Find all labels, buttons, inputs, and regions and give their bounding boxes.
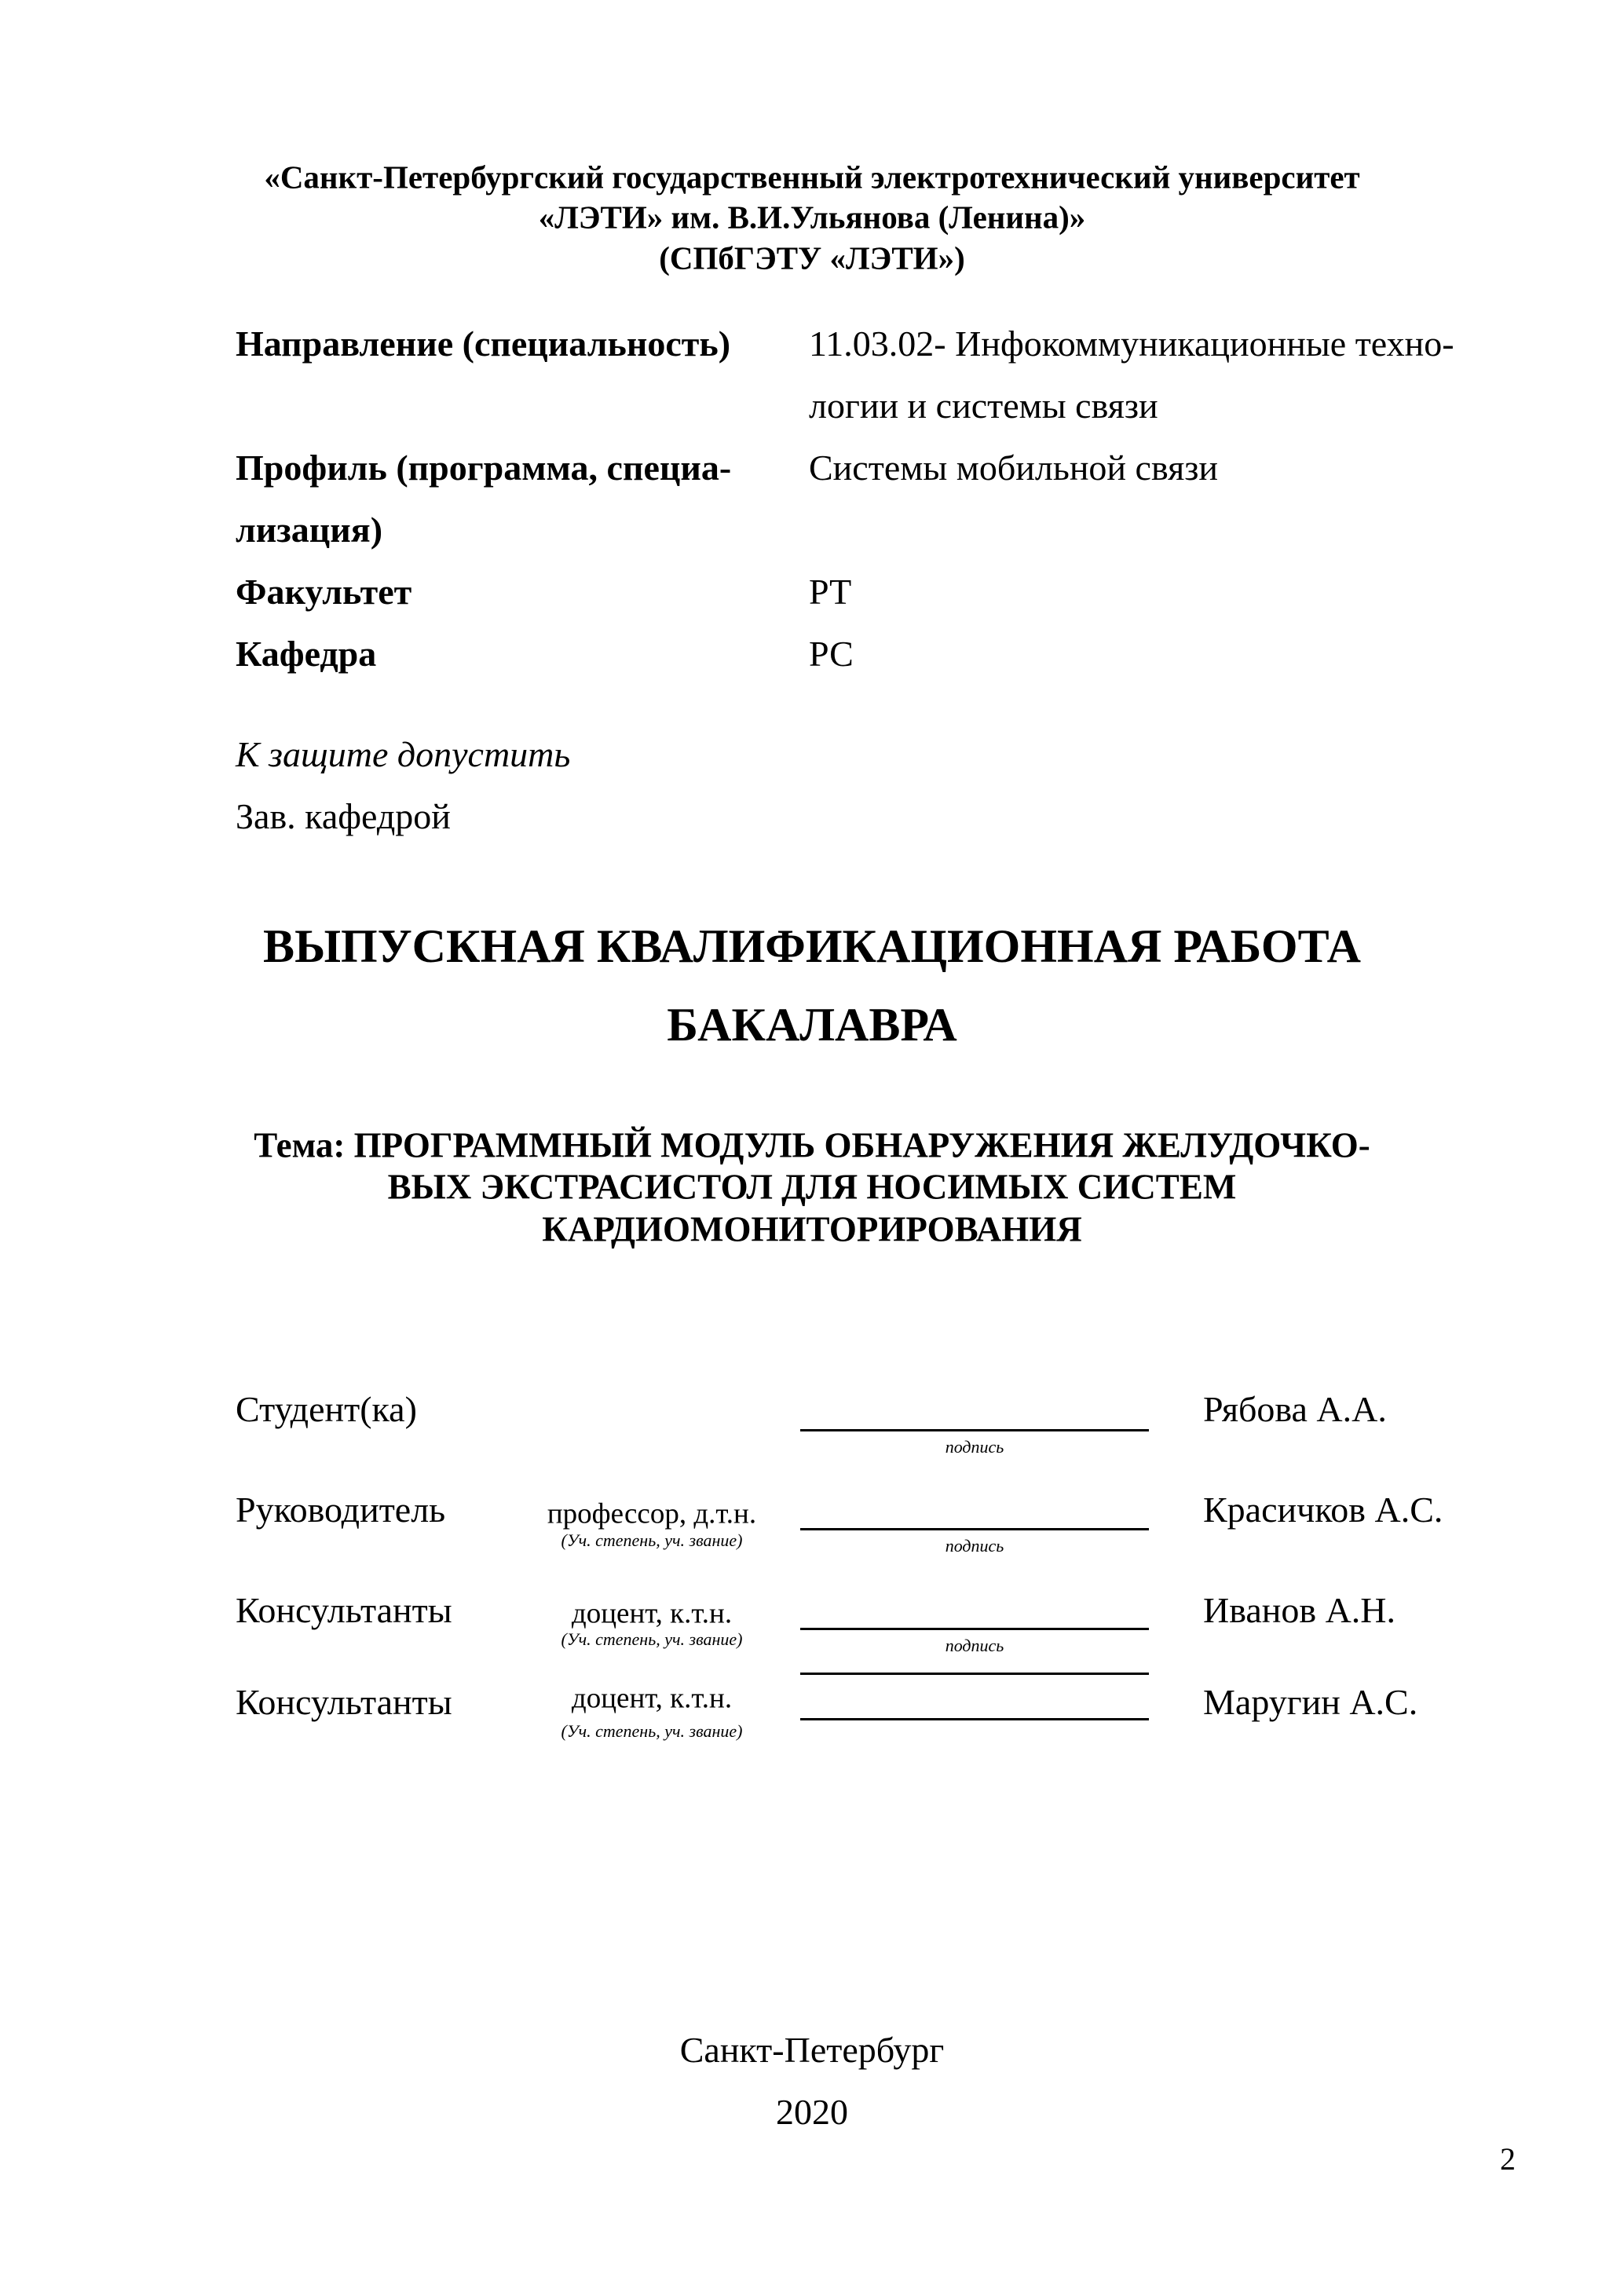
profile-label-line1: Профиль (программа, специа- [236, 448, 732, 488]
topic-line1: Тема: ПРОГРАММНЫЙ МОДУЛЬ ОБНАРУЖЕНИЯ ЖЕЛУДОЧКО- [254, 1125, 1370, 1165]
university-name-line1: «Санкт-Петербургский государственный электротехнический университет [264, 159, 1360, 196]
signature-line [800, 1429, 1149, 1431]
consultant-degree: доцент, к.т.н. [571, 1597, 733, 1630]
topic-line3: КАРДИОМОНИТОРИРОВАНИЯ [542, 1209, 1082, 1249]
degree-hint: (Уч. степень, уч. звание) [561, 1530, 743, 1550]
department-label: Кафедра [236, 634, 377, 674]
signature-line [800, 1718, 1149, 1720]
signature-hint: подпись [945, 1437, 1004, 1457]
signature-hint: подпись [945, 1636, 1004, 1655]
faculty-value: РТ [809, 572, 852, 612]
faculty-label: Факультет [236, 572, 412, 612]
department-value: РС [809, 634, 854, 674]
page-number: 2 [1500, 2141, 1516, 2177]
approval-text: К защите допустить [236, 734, 571, 774]
year: 2020 [776, 2092, 848, 2132]
document-title-line1: ВЫПУСКНАЯ КВАЛИФИКАЦИОННАЯ РАБОТА [263, 920, 1361, 972]
consultant-name: Иванов А.Н. [1203, 1590, 1396, 1630]
city: Санкт-Петербург [679, 2030, 945, 2070]
profile-value: Системы мобильной связи [809, 448, 1219, 488]
university-name-line2: «ЛЭТИ» им. В.И.Ульянова (Ленина)» [538, 199, 1086, 236]
university-abbr: (СПбГЭТУ «ЛЭТИ») [659, 239, 965, 276]
signature-line [800, 1673, 1149, 1675]
department-head-label: Зав. кафедрой [236, 796, 451, 836]
signature-line [800, 1628, 1149, 1630]
profile-label-line2: лизация) [236, 510, 383, 550]
direction-label: Направление (специальность) [236, 324, 731, 364]
consultant-name: Маругин А.С. [1203, 1682, 1418, 1722]
consultant-role: Консультанты [236, 1682, 452, 1722]
consultant-degree: доцент, к.т.н. [571, 1682, 733, 1715]
consultant-role: Консультанты [236, 1590, 452, 1630]
supervisor-name: Красичков А.С. [1203, 1490, 1443, 1530]
degree-hint: (Уч. степень, уч. звание) [561, 1629, 743, 1649]
degree-hint: (Уч. степень, уч. звание) [561, 1721, 743, 1741]
signature-hint: подпись [945, 1536, 1004, 1556]
document-title-line2: БАКАЛАВРА [667, 999, 957, 1051]
student-name: Рябова А.А. [1203, 1389, 1387, 1429]
signature-line [800, 1528, 1149, 1530]
topic-line2: ВЫХ ЭКСТРАСИСТОЛ ДЛЯ НОСИМЫХ СИСТЕМ [387, 1167, 1237, 1207]
student-role: Студент(ка) [236, 1389, 417, 1429]
supervisor-role: Руководитель [236, 1490, 446, 1530]
supervisor-degree: профессор, д.т.н. [547, 1497, 757, 1530]
direction-value-line1: 11.03.02- Инфокоммуникационные техно- [809, 324, 1454, 364]
direction-value-line2: логии и системы связи [809, 386, 1158, 426]
